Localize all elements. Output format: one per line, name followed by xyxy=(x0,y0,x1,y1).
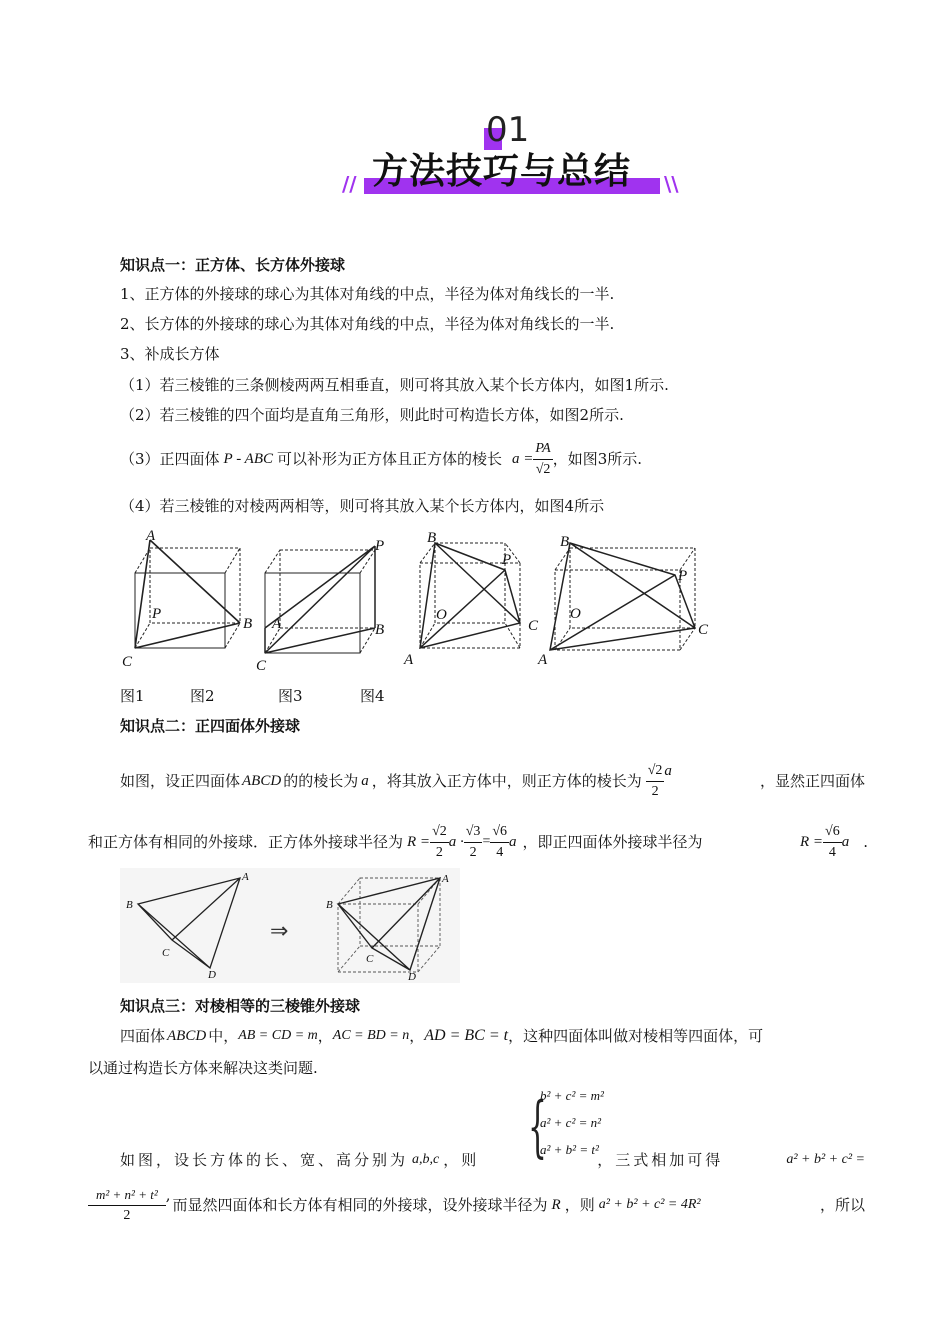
svg-text:B: B xyxy=(326,899,333,911)
header-title: 方法技巧与总结 xyxy=(372,151,632,192)
k1-line-6-fraction: $\frac{PA}{√2}$ xyxy=(535,440,551,477)
k2-arrow: ⇒ xyxy=(270,918,289,943)
fig4-label-C: C xyxy=(698,622,709,638)
k3-system-eq-3: a² + b² = t² xyxy=(540,1142,599,1157)
k1-line-6 xyxy=(120,436,642,482)
k3-system-eq-2: a² + c² = n² xyxy=(540,1115,602,1130)
k1-line-2: 2、长方体的外接球的球心为其体对角线的中点，半径为体对角线长的一半. xyxy=(120,315,615,333)
fig1-label-P: P xyxy=(152,606,162,622)
svg-text:D: D xyxy=(408,971,416,983)
k1-line-1: 1、正方体的外接球的球心为其体对角线的中点，半径为体对角线长的一半. xyxy=(120,285,615,303)
k1-line-7: （4）若三棱锥的对棱两两相等，则可将其放入某个长方体内，如图4所示 xyxy=(120,497,605,515)
k1-line-6-a: （3）正四面体 xyxy=(120,450,220,468)
k2-heading: 知识点二：正四面体外接球 xyxy=(120,717,301,735)
figure-1 xyxy=(122,528,252,670)
svg-text:A: A xyxy=(442,873,449,885)
k1-line-4: （1）若三棱锥的三条侧棱两两互相垂直，则可将其放入某个长方体内，如图1所示. xyxy=(120,376,669,394)
k3-para-3: 如图，设长方体的长、宽、高分别为 a,b,c ，则 ，三式相加可得 a² + b² + c² = xyxy=(120,1151,865,1169)
svg-text:D: D xyxy=(208,969,216,981)
header-number: 01 xyxy=(486,110,530,150)
caption-fig-3: 图3 xyxy=(278,687,303,705)
k3-para-1: 四面体 ABCD 中， AB = CD = m ， AC = BD = n ， AD = BC = t ，这种四面体叫做对棱相等四面体，可 xyxy=(120,1027,764,1045)
fig3-label-B: B xyxy=(427,530,437,546)
fig2-label-B: B xyxy=(375,622,385,638)
k3-para-2: 以通过构造长方体来解决这类问题. xyxy=(88,1059,318,1077)
k2-para-2: 和正方体有相同的外接球．正方体外接球半径为 R = $\frac{√2}{2}$ a · $\frac{√3}{2}$ = $\frac{√6}{4}$ a ，即正四面体外接球半径为 R = $\frac{√6}{4}$ a . xyxy=(88,823,868,860)
fig1-label-B: B xyxy=(243,616,253,632)
fig4-label-P: P xyxy=(678,568,688,584)
fig4-label-A: A xyxy=(538,652,548,668)
k1-line-3: 3、补成长方体 xyxy=(120,345,220,363)
figure-2 xyxy=(256,538,384,674)
header-slash-left: // xyxy=(342,172,357,196)
fig2-label-P: P xyxy=(375,538,385,554)
svg-text:C: C xyxy=(366,953,374,965)
figure-3 xyxy=(403,530,539,668)
k1-heading: 知识点一：正方体、长方体外接球 xyxy=(120,256,346,274)
svg-text:C: C xyxy=(162,947,170,959)
k3-system-eq-1: b² + c² = m² xyxy=(540,1088,604,1103)
header-slash-right: \\ xyxy=(664,172,679,196)
k2-para-1: 如图，设正四面体 ABCD 的的棱长为 a ，将其放入正方体中，则正方体的棱长为 $\frac{√2}{2}$ a ，显然正四面体 xyxy=(120,746,865,816)
fig3-label-P: P xyxy=(502,552,512,568)
k1-line-5: （2）若三棱锥的四个面均是直角三角形，则此时可构造长方体，如图2所示. xyxy=(120,406,624,424)
fig3-label-O: O xyxy=(436,607,447,623)
k1-line-6-formula-lhs: a = xyxy=(512,451,534,467)
k2-edge-fraction: $\frac{√2}{2}$ xyxy=(646,761,665,802)
fig1-label-A: A xyxy=(146,528,156,544)
svg-text:A: A xyxy=(242,871,249,883)
fig3-label-A: A xyxy=(404,652,414,668)
svg-text:B: B xyxy=(126,899,133,911)
k3-para-4: $\frac{\text{m² + n² + t²}}{2}$ , 而显然四面体和长方体有相同的外接球，设外接球半径为 R ，则 a² + b² + c² = 4R² ，所以 xyxy=(88,1180,865,1230)
fig2-label-C: C xyxy=(256,658,267,674)
k1-line-6-expr: P - ABC xyxy=(223,451,273,467)
caption-fig-4: 图4 xyxy=(360,687,385,705)
fig4-label-B: B xyxy=(560,534,570,550)
fig4-label-O: O xyxy=(570,606,581,622)
k1-figures xyxy=(110,528,730,678)
caption-fig-1: 图1 xyxy=(120,687,145,705)
fig3-label-C: C xyxy=(528,618,539,634)
k3-heading: 知识点三：对棱相等的三棱锥外接球 xyxy=(120,997,361,1015)
caption-fig-2: 图2 xyxy=(190,687,215,705)
k1-line-6-c: 可以补形为正方体且正方体的棱长 xyxy=(277,450,503,468)
k1-line-6-d: ，如图3所示. xyxy=(552,450,643,468)
fig2-label-A: A xyxy=(272,616,282,632)
fig1-label-C: C xyxy=(122,654,133,670)
k2-figures xyxy=(120,868,460,983)
k3-system-brace: { xyxy=(528,1088,547,1165)
figure-4 xyxy=(537,534,709,668)
k3-sum-fraction: $\frac{\text{m² + n² + t²}}{2}$ xyxy=(88,1185,166,1226)
